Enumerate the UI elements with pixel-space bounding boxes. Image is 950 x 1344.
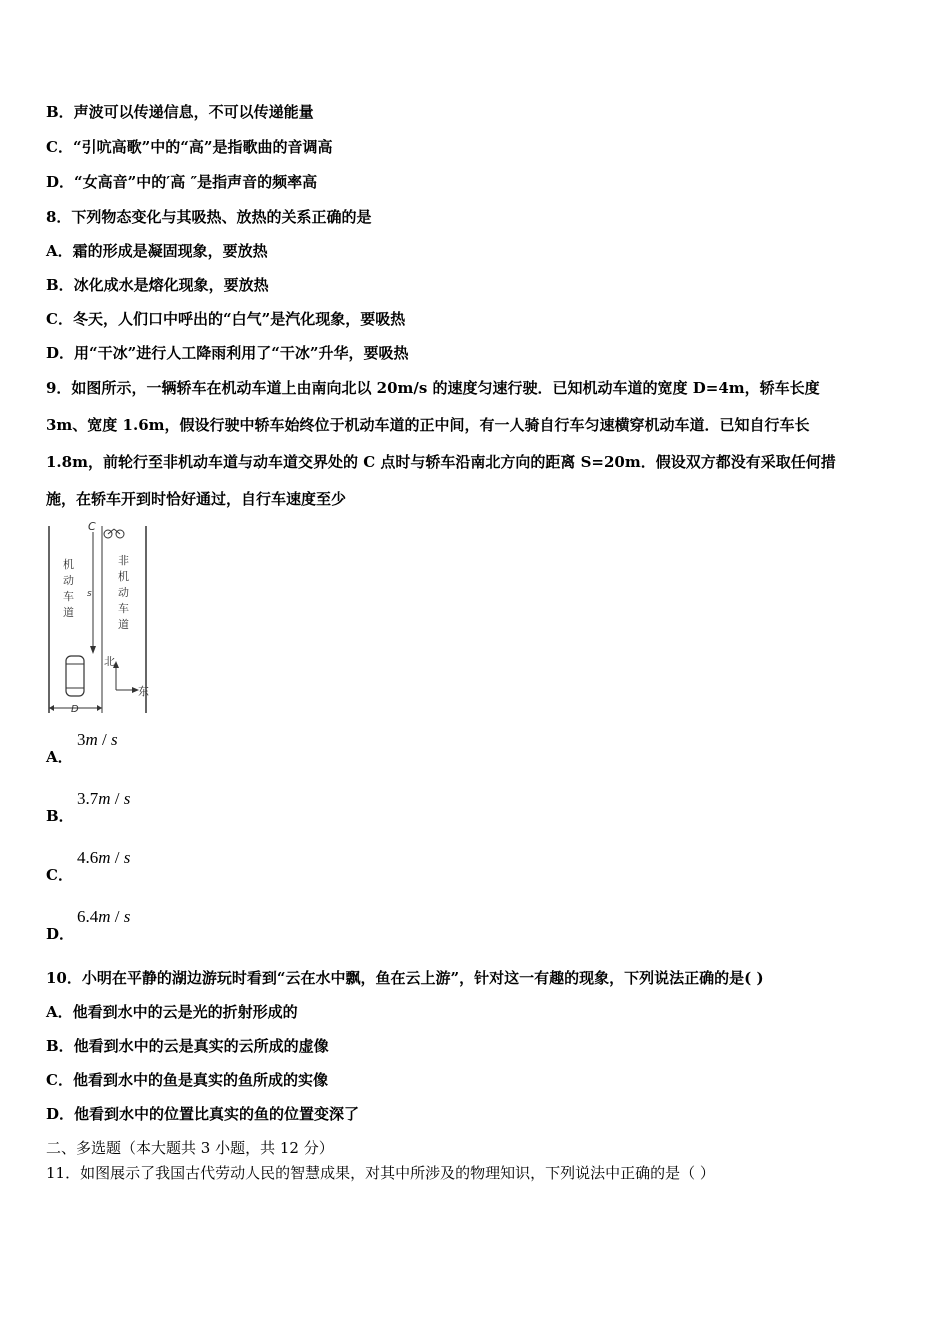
q8-option-d: D．用“干冰”进行人工降雨利用了“干冰”升华，要吸热 [46, 344, 409, 362]
figure-left-lane-1: 机 [63, 558, 74, 571]
q9-option-a-num: 3 [77, 730, 86, 749]
q9-road-figure [44, 518, 154, 718]
q8-option-c: C．冬天，人们口中呼出的“白气”是汽化现象，要吸热 [46, 310, 406, 328]
q9-option-b-label: B． [46, 807, 74, 825]
q7-option-d: D．“女高音”中的′高 ″是指声音的频率高 [46, 173, 318, 191]
q9-option-c-slash: / [110, 848, 124, 867]
bicycle-icon [104, 529, 124, 538]
q9-option-a-value [77, 730, 118, 750]
figure-right-lane-4: 车 [118, 602, 129, 615]
figure-left-lane-4: 道 [63, 606, 74, 619]
q9-option-d-label: D． [46, 925, 75, 943]
q9-option-b-slash: / [110, 789, 124, 808]
q9-option-d-unit-m: m [98, 907, 111, 926]
figure-left-lane-2: 动 [63, 574, 74, 587]
figure-left-lane-3: 车 [63, 590, 74, 603]
q9-option-d-unit-s: s [123, 907, 131, 926]
q9-stem-line2: 3m、宽度 1.6m，假设行驶中轿车始终位于机动车道的正中间，有一人骑自行车匀速横穿机动车道．已知自行车长 [46, 416, 810, 434]
q9-option-b-num: 3.7 [77, 789, 99, 808]
figure-east: 东 [138, 685, 149, 698]
q9-option-b-unit-m: m [98, 789, 111, 808]
q9-stem-line3: 1.8m，前轮行至非机动车道与动车道交界处的 C 点时与轿车沿南北方向的距离 S=20m．假设双方都没有采取任何措 [46, 453, 836, 471]
q9-option-a-label: A． [46, 748, 73, 766]
figure-point-c: C [88, 520, 96, 533]
q9-option-d-num: 6.4 [77, 907, 99, 926]
q9-option-a-unit-s: s [111, 730, 118, 749]
q9-option-b-unit-s: s [123, 789, 131, 808]
q9-option-c-value [77, 848, 130, 868]
q9-option-d-slash: / [110, 907, 124, 926]
q7-option-c: C．“引吭高歌”中的“高”是指歌曲的音调高 [46, 138, 333, 156]
q8-stem: 8．下列物态变化与其吸热、放热的关系正确的是 [46, 208, 372, 226]
q7-option-b: B．声波可以传递信息，不可以传递能量 [46, 103, 314, 121]
figure-right-lane-1: 非 [118, 554, 129, 567]
q8-option-b: B．冰化成水是熔化现象，要放热 [46, 276, 269, 294]
q10-option-d: D．他看到水中的位置比真实的鱼的位置变深了 [46, 1105, 360, 1123]
q9-option-c-num: 4.6 [77, 848, 99, 867]
figure-width-d: D [71, 704, 79, 715]
q10-option-a: A．他看到水中的云是光的折射形成的 [46, 1003, 298, 1021]
figure-right-lane-3: 动 [118, 586, 129, 599]
q10-stem: 10．小明在平静的湖边游玩时看到“云在水中飘，鱼在云上游”，针对这一有趣的现象，下列说法正确的是( ) [46, 969, 764, 987]
q8-option-a: A．霜的形成是凝固现象，要放热 [46, 242, 268, 260]
q9-stem-line1: 9．如图所示，一辆轿车在机动车道上由南向北以 20m/s 的速度匀速行驶．已知机动车道的宽度 D=4m，轿车长度 [46, 379, 820, 397]
figure-north: 北 [104, 655, 115, 668]
q9-option-c-unit-s: s [123, 848, 131, 867]
q10-option-c: C．他看到水中的鱼是真实的鱼所成的实像 [46, 1071, 328, 1089]
q9-option-d-value [77, 907, 130, 927]
q11-stem: 11．如图展示了我国古代劳动人民的智慧成果，对其中所涉及的物理知识，下列说法中正确的是（ ） [46, 1164, 715, 1182]
section-heading-multiple-choice: 二、多选题（本大题共 3 小题，共 12 分） [46, 1139, 334, 1157]
q9-option-a-unit-m: m [85, 730, 98, 749]
figure-right-lane-5: 道 [118, 618, 129, 631]
q9-option-c-label: C． [46, 866, 73, 884]
q10-option-b: B．他看到水中的云是真实的云所成的虚像 [46, 1037, 329, 1055]
figure-right-lane-2: 机 [118, 570, 129, 583]
q9-stem-line4: 施，在轿车开到时恰好通过，自行车速度至少 [46, 490, 347, 508]
q9-option-c-unit-m: m [98, 848, 111, 867]
car-icon [66, 656, 84, 696]
figure-distance-s: s [87, 589, 92, 599]
q9-option-a-slash: / [97, 730, 112, 749]
q9-option-b-value [77, 789, 130, 809]
